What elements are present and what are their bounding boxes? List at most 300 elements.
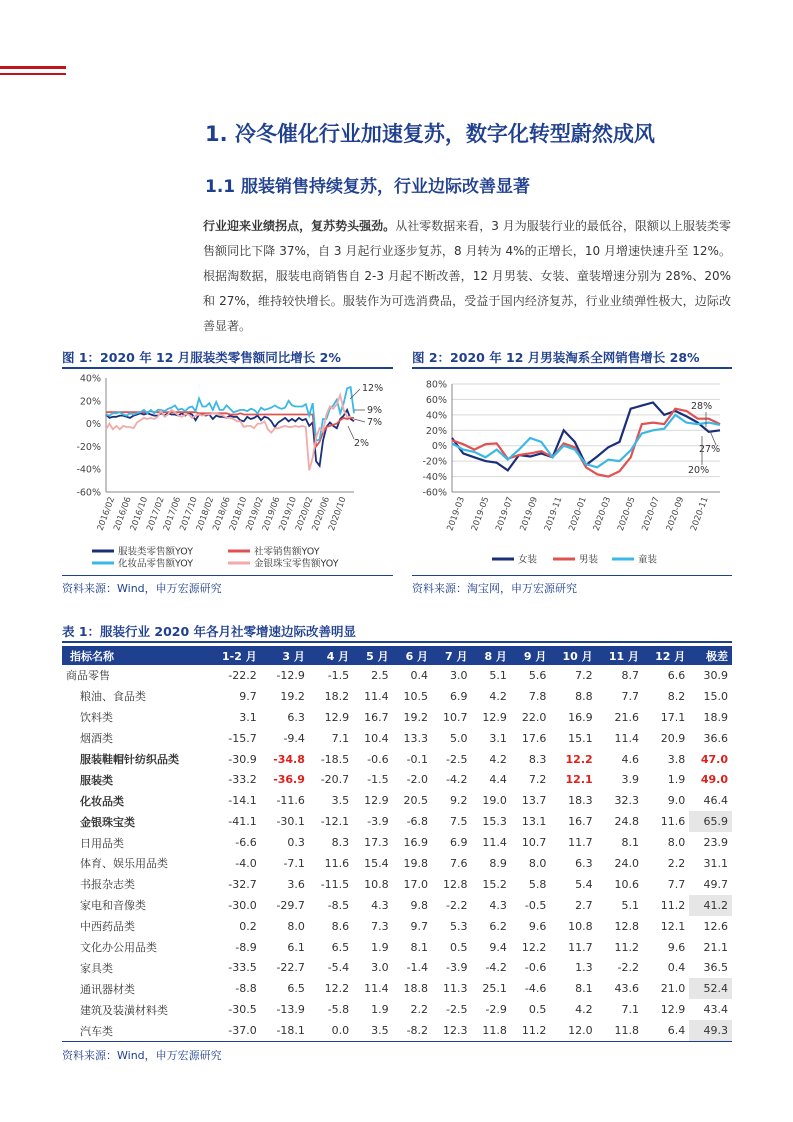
table-row-label: 金银珠宝类 (80, 815, 135, 829)
table-cell: 9.4 (489, 940, 507, 954)
table-cell: 19.8 (403, 856, 429, 870)
x-tick-label: 2020-11 (689, 495, 711, 533)
y-tick-label: 60% (425, 394, 447, 406)
table-cell: 15.1 (568, 731, 593, 745)
table-cell: 30.9 (703, 668, 728, 682)
table-cell: 49.7 (703, 877, 728, 891)
table-cell: 0.2 (239, 919, 257, 933)
table-row-label: 文化办公用品类 (80, 941, 157, 955)
table-cell: 5.0 (449, 731, 468, 745)
table-cell: -18.5 (320, 752, 350, 766)
table-caption-rule (62, 641, 732, 643)
legend-label: 化妆品零售额YOY (118, 558, 194, 570)
table-cell: 6.2 (489, 919, 507, 933)
table-cell: 16.9 (568, 710, 593, 724)
table-cell: 31.1 (703, 856, 728, 870)
table-cell: 5.4 (575, 877, 593, 891)
x-tick-label: 2016/10 (128, 495, 151, 533)
table-cell: 3.5 (331, 794, 350, 808)
table-cell: 15.2 (482, 877, 507, 891)
table-cell: -34.8 (273, 752, 305, 766)
table-header-cell: 3 月 (261, 646, 309, 665)
table-cell: 25.1 (482, 982, 507, 996)
table-cell: -29.7 (276, 898, 305, 912)
x-tick-label: 2020/10 (327, 495, 349, 533)
table-cell: 3.6 (287, 877, 305, 891)
table-cell: -11.6 (276, 794, 305, 808)
table-cell: 65.9 (689, 811, 732, 832)
x-tick-label: 2018/10 (227, 495, 250, 533)
table-cell: 16.9 (403, 836, 429, 850)
table-row (62, 874, 732, 895)
table-cell: -18.1 (261, 1020, 309, 1041)
table-cell: 11.7 (568, 940, 593, 954)
table-cell: 0.4 (667, 961, 686, 975)
legend-label: 金银珠宝零售额YOY (254, 558, 339, 570)
paragraph-text: 从社零数据来看，3 月为服装行业的最低谷，限额以上服装类零售额同比下降 37%，自 3 月起行业逐步复苏，8 月转为 4%的正增长，10 月增速快速升至 12%。根据淘数据，服装电商销售自 2-3 月起不断改善，12 月男装、女装、童装增速分别为 28%、20%和 27%，维持较快增长。服装作为可选消费品，受益于国内经济复苏，行业业绩弹性极大，边际改善显著。 (203, 219, 731, 333)
x-tick-label: 2019/02 (244, 495, 266, 533)
data-annotation: 7% (367, 417, 383, 428)
data-annotation: 9% (367, 405, 383, 416)
y-tick-label: -20% (76, 441, 101, 453)
x-tick-label: 2019-09 (518, 495, 541, 533)
table-cell: 24.8 (614, 815, 639, 829)
table-cell: -33.5 (228, 961, 257, 975)
table-cell: 12.3 (432, 1020, 471, 1041)
table-row (62, 1020, 732, 1041)
table-cell: 6.6 (667, 668, 686, 682)
table-cell: 13.7 (521, 794, 547, 808)
x-tick-label: 2017/06 (161, 495, 184, 533)
figure2-source: 资料来源：淘宝网，申万宏源研究 (412, 582, 577, 595)
y-tick-label: -60% (76, 487, 101, 499)
table-cell: 16.7 (364, 710, 389, 724)
x-tick-label: 2020/06 (310, 495, 333, 533)
legend-label: 童装 (638, 554, 658, 566)
data-annotation: 12% (362, 383, 384, 394)
table-cell: -1.5 (327, 668, 350, 682)
table-cell: -0.5 (524, 898, 547, 912)
table-header-cell: 极差 (689, 646, 732, 665)
table-cell: -1.5 (367, 773, 389, 787)
table-cell: 8.8 (575, 689, 593, 703)
table-cell: 3.0 (371, 961, 389, 975)
table-cell: 7.7 (667, 877, 686, 891)
table-cell: 5.6 (528, 668, 547, 682)
table-cell: -30.1 (276, 815, 305, 829)
table-cell: -3.9 (367, 815, 389, 829)
table-cell: -2.2 (446, 898, 468, 912)
paragraph-lead: 行业迎来业绩拐点，复苏势头强劲。 (203, 219, 396, 233)
table-header-cell: 1-2 月 (209, 646, 261, 665)
table-cell: 4.4 (489, 773, 507, 787)
legend-label: 男装 (579, 554, 599, 566)
x-tick-label: 2016/06 (112, 495, 134, 533)
table-cell: 21.0 (660, 982, 686, 996)
table-cell: 19.2 (280, 689, 305, 703)
data-annotation: 2% (354, 438, 370, 449)
table-cell: -2.2 (617, 961, 639, 975)
table-caption: 表 1：服装行业 2020 年各月社零增速边际改善明显 (62, 624, 357, 639)
table-cell: 12.6 (703, 919, 728, 933)
table-cell: -8.8 (235, 982, 257, 996)
table-cell: -32.7 (228, 877, 257, 891)
table-cell: 8.0 (287, 919, 305, 933)
table-row-label: 商品零售 (66, 669, 110, 683)
table-row (62, 790, 732, 811)
table-cell: -30.0 (228, 898, 257, 912)
x-tick-label: 2018/02 (194, 495, 217, 533)
table-cell: 7.6 (449, 856, 468, 870)
table-cell: 41.2 (689, 895, 732, 916)
table-cell: 10.8 (568, 919, 593, 933)
table-cell: 8.1 (621, 836, 639, 850)
y-tick-label: 80% (425, 379, 447, 391)
table-cell: 2.7 (575, 898, 593, 912)
table-cell: 6.5 (331, 940, 350, 954)
table-cell: 11.8 (597, 1020, 643, 1041)
table-cell: 20.5 (403, 794, 429, 808)
table-cell: 21.1 (703, 940, 728, 954)
table-cell: 11.3 (442, 982, 468, 996)
table-cell: 10.7 (521, 836, 547, 850)
table-cell: 7.5 (449, 815, 468, 829)
table-cell: 8.9 (489, 856, 507, 870)
table-row-label: 家具类 (80, 961, 113, 975)
table-cell: 11.4 (364, 689, 389, 703)
table-cell: 3.0 (449, 668, 468, 682)
table-cell: 7.1 (331, 731, 350, 745)
table-cell: 8.0 (528, 856, 547, 870)
table-cell: -6.8 (406, 815, 429, 829)
retail-growth-table (62, 646, 732, 1042)
table-cell: 4.2 (575, 1003, 593, 1017)
table-header-cell: 4 月 (309, 646, 353, 665)
table-cell: 19.0 (482, 794, 507, 808)
table-row-label: 书报杂志类 (80, 878, 135, 892)
table-row-label: 汽车类 (62, 1020, 209, 1041)
table-cell: -2.5 (446, 752, 468, 766)
table-cell: 8.0 (667, 836, 686, 850)
table-cell: 22.0 (521, 710, 547, 724)
x-tick-label: 2020-05 (616, 495, 638, 533)
table-cell: 11.2 (511, 1020, 550, 1041)
table-cell: -37.0 (209, 1020, 261, 1041)
table-cell: 18.3 (568, 794, 593, 808)
figure1-chart (62, 369, 393, 575)
table-row (62, 957, 732, 978)
legend-label: 社零销售额YOY (254, 546, 320, 558)
table-cell: 4.3 (489, 898, 507, 912)
table-row-label: 中西药品类 (80, 920, 135, 934)
table-cell: 12.2 (565, 752, 593, 766)
table-cell: 8.3 (528, 752, 547, 766)
table-cell: 15.0 (703, 689, 728, 703)
table-cell: 3.9 (621, 773, 639, 787)
table-header-cell: 指标名称 (62, 646, 209, 665)
data-annotation: 27% (699, 444, 721, 455)
table-row (62, 686, 732, 707)
x-tick-label: 2020-03 (591, 495, 614, 533)
table-cell: 9.6 (528, 919, 547, 933)
y-tick-label: -20% (422, 456, 447, 468)
table-cell: 8.1 (575, 982, 593, 996)
table-header-cell: 7 月 (432, 646, 471, 665)
table-row-label: 饮料类 (80, 711, 113, 725)
table-row (62, 853, 732, 874)
table-cell: 11.4 (614, 731, 639, 745)
table-cell: 9.2 (449, 794, 468, 808)
x-tick-label: 2018/06 (211, 495, 233, 533)
table-cell: 10.8 (364, 877, 389, 891)
table-cell: 5.1 (621, 898, 639, 912)
table-cell: 2.5 (371, 668, 389, 682)
table-row-label: 体育、娱乐用品类 (80, 857, 168, 871)
table-cell: 7.8 (528, 689, 547, 703)
table-cell: 11.4 (482, 836, 507, 850)
table-row (62, 811, 732, 832)
table-cell: 13.3 (403, 731, 429, 745)
table-cell: 6.3 (287, 710, 305, 724)
figure1-caption: 图 1：2020 年 12 月服装类零售额同比增长 2% (62, 350, 341, 365)
table-cell: 11.7 (568, 836, 593, 850)
table-cell: 15.4 (364, 856, 389, 870)
table-cell: -5.8 (327, 1003, 350, 1017)
y-tick-label: -40% (422, 472, 447, 484)
annotation-leader (710, 431, 716, 445)
table-cell: 8.3 (331, 836, 350, 850)
table-cell: 4.2 (489, 752, 507, 766)
table-cell: -9.4 (283, 731, 305, 745)
table-cell: 17.3 (364, 836, 389, 850)
table-cell: 36.5 (703, 961, 728, 975)
table-cell: 17.6 (521, 731, 547, 745)
table-cell: 11.8 (471, 1020, 510, 1041)
table-row-label: 家电和音像类 (80, 899, 146, 913)
table-cell: 9.7 (410, 919, 429, 933)
table-cell: 16.7 (568, 815, 593, 829)
table-cell: 9.8 (410, 898, 429, 912)
y-tick-label: 20% (79, 396, 101, 408)
body-paragraph (203, 214, 731, 339)
table-cell: -13.9 (276, 1003, 305, 1017)
table-cell: -4.6 (524, 982, 547, 996)
table-cell: -30.9 (228, 752, 257, 766)
table-cell: -33.2 (228, 773, 257, 787)
table-cell: 21.6 (614, 710, 639, 724)
x-tick-label: 2020-07 (640, 495, 662, 533)
table-cell: 6.5 (287, 982, 305, 996)
table-cell: 12.9 (482, 710, 507, 724)
table-cell: 13.1 (521, 815, 547, 829)
x-tick-label: 2019-03 (445, 495, 468, 533)
table-cell: 11.2 (614, 940, 639, 954)
table-cell: 46.4 (703, 794, 728, 808)
table-row-label: 烟酒类 (80, 732, 113, 746)
table-cell: 1.3 (575, 961, 593, 975)
x-tick-label: 2019-07 (494, 495, 516, 533)
table-cell: 49.0 (700, 773, 728, 787)
x-tick-label: 2017/02 (145, 495, 167, 533)
table-cell: 18.2 (324, 689, 350, 703)
table-cell: 5.1 (489, 668, 507, 682)
table-header-cell: 6 月 (393, 646, 432, 665)
table-cell: 0.0 (309, 1020, 353, 1041)
table-cell: 5.8 (528, 877, 547, 891)
table-cell: 8.6 (331, 919, 350, 933)
section-heading: 1. 冷冬催化行业加速复苏，数字化转型蔚然成风 (205, 122, 655, 146)
table-cell: 4.2 (489, 689, 507, 703)
table-cell: 1.9 (667, 773, 686, 787)
table-cell: -30.5 (228, 1003, 257, 1017)
table-cell: 10.6 (614, 877, 639, 891)
table-cell: 12.9 (364, 794, 389, 808)
table-cell: 19.2 (403, 710, 429, 724)
table-cell: 12.8 (614, 919, 639, 933)
table-cell: 3.8 (667, 752, 686, 766)
table-header-cell: 10 月 (550, 646, 596, 665)
figure2-chart (412, 369, 732, 575)
table-cell: 0.3 (287, 836, 305, 850)
table-header-row (62, 646, 732, 665)
table-cell: 0.5 (449, 940, 468, 954)
y-tick-label: 40% (425, 410, 447, 422)
x-tick-label: 2020/02 (294, 495, 316, 533)
y-tick-label: 0% (431, 441, 447, 453)
table-cell: 6.9 (449, 689, 468, 703)
table-cell: 8.7 (621, 668, 639, 682)
table-cell: 23.9 (703, 836, 728, 850)
data-annotation: 20% (688, 465, 710, 476)
figure1-source-rule (62, 575, 393, 576)
table-row (62, 916, 732, 937)
data-annotation: 28% (691, 401, 713, 412)
table-cell: -2.9 (485, 1003, 507, 1017)
table-cell: 6.3 (575, 856, 593, 870)
table-cell: -14.1 (228, 794, 257, 808)
table-row-label: 化妆品类 (80, 794, 124, 808)
x-tick-label: 2020-01 (567, 495, 589, 533)
table-cell: 1.9 (371, 1003, 389, 1017)
x-tick-label: 2020-09 (664, 495, 687, 533)
table-cell: -8.9 (235, 940, 257, 954)
table-cell: 4.6 (621, 752, 639, 766)
table-cell: 12.8 (442, 877, 468, 891)
table-cell: -36.9 (273, 773, 305, 787)
table-cell: 17.1 (660, 710, 686, 724)
table-cell: 11.4 (364, 982, 389, 996)
table-cell: -11.5 (320, 877, 350, 891)
series-line (452, 403, 720, 471)
table-cell: 1.9 (371, 940, 389, 954)
table-cell: -4.2 (485, 961, 507, 975)
table-cell: 43.6 (614, 982, 639, 996)
table-row-label: 日用品类 (80, 836, 124, 850)
table-cell: 3.5 (353, 1020, 392, 1041)
table-cell: 47.0 (700, 752, 728, 766)
table-cell: 12.2 (324, 982, 350, 996)
table-cell: -5.4 (327, 961, 350, 975)
x-tick-label: 2019/06 (260, 495, 283, 533)
table-cell: -1.4 (406, 961, 429, 975)
x-tick-label: 2019/10 (277, 495, 299, 533)
table-cell: 2.2 (410, 1003, 429, 1017)
table-cell: 8.2 (667, 689, 686, 703)
table-cell: 18.8 (403, 982, 429, 996)
table-cell: 12.9 (324, 710, 350, 724)
table-cell: 52.4 (689, 978, 732, 999)
table-cell: -0.6 (367, 752, 389, 766)
table-cell: 7.3 (371, 919, 389, 933)
table-cell: 32.3 (614, 794, 639, 808)
table-cell: -6.6 (235, 836, 257, 850)
table-cell: 12.1 (565, 773, 593, 787)
table-cell: 49.3 (689, 1020, 732, 1041)
table-cell: 9.0 (667, 794, 686, 808)
table-cell: 2.2 (667, 856, 686, 870)
table-row-label: 服装鞋帽针纺织品类 (80, 753, 179, 766)
table-cell: 10.4 (364, 731, 389, 745)
table-cell: -0.1 (406, 752, 429, 766)
x-tick-label: 2019-05 (469, 495, 492, 533)
figure2-caption: 图 2：2020 年 12 月男装淘系全网销售增长 28% (412, 350, 700, 365)
x-tick-label: 2019-11 (542, 495, 565, 533)
table-row (62, 937, 732, 958)
y-tick-label: 40% (79, 373, 101, 385)
table-cell: 7.7 (621, 689, 639, 703)
table-cell: 4.3 (371, 898, 389, 912)
table-header-cell: 8 月 (471, 646, 510, 665)
table-cell: 3.1 (489, 731, 507, 745)
table-cell: -3.9 (446, 961, 468, 975)
table-row (62, 769, 732, 790)
table-cell: 10.7 (442, 710, 468, 724)
table-cell: -20.7 (320, 773, 350, 787)
table-cell: 18.9 (703, 710, 728, 724)
table-cell: 7.2 (575, 668, 593, 682)
series-line (452, 415, 720, 467)
table-row-label: 通讯器材类 (80, 982, 135, 996)
table-header-cell: 5 月 (353, 646, 392, 665)
table-cell: 36.6 (703, 731, 728, 745)
table-cell: 12.9 (660, 1003, 686, 1017)
table-cell: -0.6 (524, 961, 547, 975)
table-cell: 6.4 (643, 1020, 689, 1041)
table-cell: -8.5 (327, 898, 350, 912)
y-tick-label: 20% (425, 425, 447, 437)
figure1-source: 资料来源：Wind，申万宏源研究 (62, 582, 222, 595)
table-row (62, 728, 732, 749)
table-cell: -15.7 (228, 731, 257, 745)
table-cell: -2.0 (406, 773, 429, 787)
legend-label: 服装类零售额YOY (118, 546, 194, 558)
table-row (62, 895, 732, 916)
table-cell: 6.1 (287, 940, 305, 954)
table-cell: 9.7 (239, 689, 257, 703)
table-cell: -8.2 (393, 1020, 432, 1041)
table-cell: 7.2 (528, 773, 547, 787)
table-cell: 5.3 (449, 919, 468, 933)
table-cell: 6.9 (449, 836, 468, 850)
table-cell: 11.6 (324, 856, 350, 870)
y-tick-label: -60% (422, 487, 447, 499)
header-red-bar-thin (0, 73, 66, 75)
table-cell: -2.5 (446, 1003, 468, 1017)
table-cell: 43.4 (703, 1003, 728, 1017)
legend-label: 女装 (518, 554, 538, 566)
y-tick-label: 0% (85, 419, 101, 431)
table-row-label: 服装类 (80, 773, 113, 787)
